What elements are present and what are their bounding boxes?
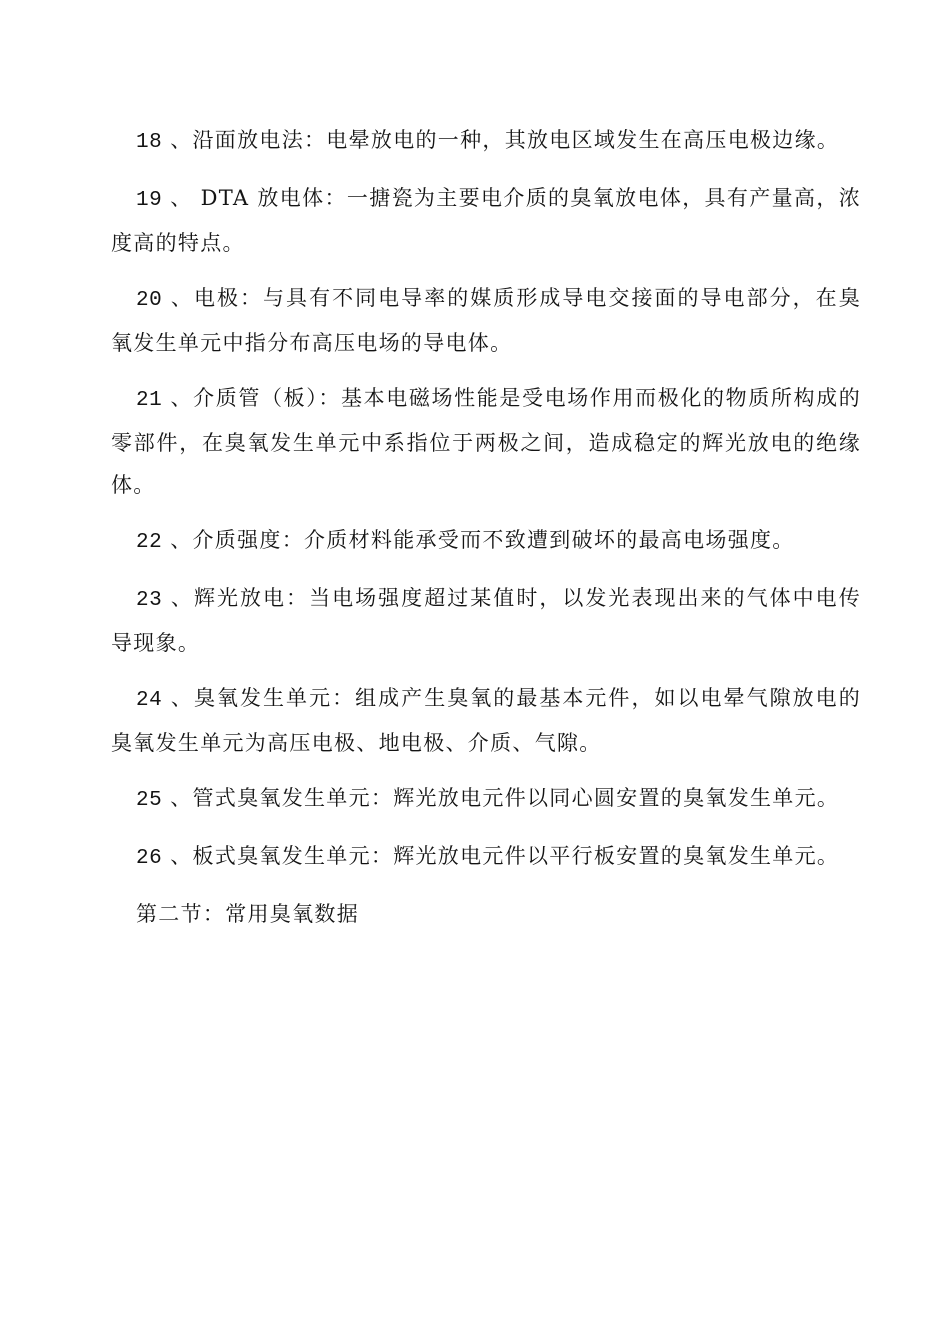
item-text: 、电极：与具有不同电导率的媒质形成导电交接面的导电部分，在臭氧发生单元中指分布高压电场的导电体。	[111, 286, 861, 355]
definition-item-23	[111, 577, 861, 664]
section-heading: 第二节：常用臭氧数据	[136, 902, 359, 926]
item-text: 、 DTA 放电体：一搪瓷为主要电介质的臭氧放电体，具有产量高，浓度高的特点。	[111, 186, 861, 255]
item-number: 22	[136, 531, 163, 554]
item-number: 19	[136, 189, 163, 212]
definition-item-19	[111, 177, 861, 264]
item-number: 21	[136, 389, 163, 412]
item-number: 18	[136, 131, 163, 154]
item-text: 、介质管（板）：基本电磁场性能是受电场作用而极化的物质所构成的零部件，在臭氧发生单元中系指位于两极之间，造成稳定的辉光放电的绝缘体。	[111, 386, 861, 497]
item-text: 、板式臭氧发生单元：辉光放电元件以平行板安置的臭氧发生单元。	[162, 844, 840, 868]
definition-item-22	[111, 519, 861, 564]
item-number: 23	[136, 589, 163, 612]
definition-item-25	[111, 777, 861, 822]
definition-item-18	[111, 119, 861, 164]
item-text: 、管式臭氧发生单元：辉光放电元件以同心圆安置的臭氧发生单元。	[162, 786, 840, 810]
definition-item-21	[111, 377, 861, 506]
item-text: 、臭氧发生单元：组成产生臭氧的最基本元件，如以电晕气隙放电的臭氧发生单元为高压电极、地电极、介质、气隙。	[111, 686, 861, 755]
document-body	[111, 119, 861, 948]
item-text: 、辉光放电：当电场强度超过某值时，以发光表现出来的气体中电传导现象。	[111, 586, 861, 655]
item-number: 20	[136, 289, 163, 312]
item-number: 25	[136, 789, 163, 812]
item-number: 24	[136, 689, 163, 712]
item-number: 26	[136, 847, 163, 870]
item-text: 、沿面放电法：电晕放电的一种，其放电区域发生在高压电极边缘。	[162, 128, 840, 152]
definition-item-20	[111, 277, 861, 364]
definition-item-26	[111, 835, 861, 880]
item-text: 、介质强度：介质材料能承受而不致遭到破坏的最高电场强度。	[162, 528, 795, 552]
definition-item-24	[111, 677, 861, 764]
